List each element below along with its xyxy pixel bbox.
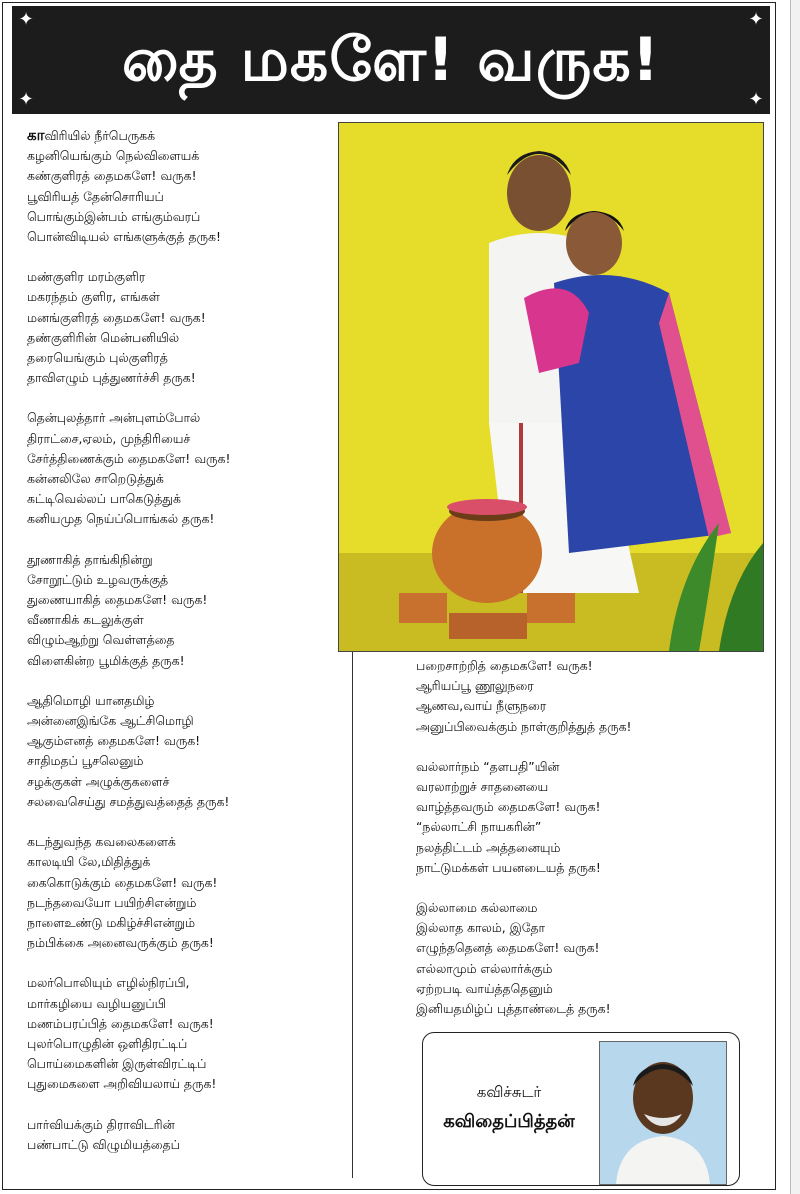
- poem-line: சோறூட்டும் உழவருக்குத்: [27, 571, 169, 587]
- poem-line: சேர்த்திணைக்கும் தைமகளே! வருக!: [27, 450, 231, 466]
- poem-line: அனுப்பிவைக்கும் நாள்குறித்துத் தருக!: [416, 718, 632, 734]
- poem-line: துணையாகித் தைமகளே! வருக!: [27, 592, 208, 608]
- poem-line: விழும்ஆற்று வெள்ளத்தை: [27, 632, 175, 648]
- poem-line: பூவிரியத் தேன்சொரியப்: [27, 188, 164, 204]
- drop-cap: கா: [27, 126, 45, 144]
- ornament-icon: ✦: [748, 89, 764, 110]
- poem-line: ஆகும்எனத் தைமகளே! வருக!: [27, 733, 201, 749]
- poem-line: தரையெங்கும் புல்குளிரத்: [27, 350, 168, 366]
- poem-line: ஆணவ,வாய் நீளுநரை: [416, 698, 547, 714]
- poem-line: வரலாற்றுச் சாதனையை: [416, 779, 549, 795]
- poem-line: இல்லாத காலம், இதோ: [416, 920, 546, 936]
- poem-line: வல்லார்நம் “தளபதி”யின்: [416, 758, 560, 774]
- stanza: [416, 757, 632, 878]
- stanza: [27, 550, 230, 671]
- left-column: [27, 125, 230, 1175]
- ornament-icon: ✦: [748, 9, 764, 30]
- ornament-icon: ✦: [18, 89, 34, 110]
- poem-line: பொங்கும்இன்பம் எங்கும்வரப்: [27, 208, 201, 224]
- poem-line: கடந்துவந்த கவலைகளைக்: [27, 834, 176, 850]
- poem-line: நாட்டுமக்கள் பயனடையத் தருக!: [416, 859, 601, 875]
- poem-line: தாவிஎழும் புத்துணர்ச்சி தருக!: [27, 370, 196, 386]
- poem-line: சாதிமதப் பூசலெனும்: [27, 753, 144, 769]
- column-divider: [352, 652, 353, 1178]
- stanza: [27, 691, 230, 812]
- poem-line: ஏற்றபடி வாய்த்ததெனும்: [416, 980, 553, 996]
- poem-line: காலடியி லே,மிதித்துக்: [27, 854, 151, 870]
- poet-name: கவிதைப்பித்தன்: [443, 1111, 575, 1132]
- photo-pongal-celebration: [338, 122, 764, 652]
- poem-line: திராட்சை,ஏலம், முந்திரியைச்: [27, 430, 191, 446]
- poet-photo: [599, 1041, 727, 1185]
- poem-line: மண்குளிர மரம்குளிர: [27, 269, 146, 285]
- poem-title: தை மகளே! வருக!: [121, 25, 661, 95]
- stanza: [27, 832, 230, 953]
- poem-line: புலர்பொழுதின் ஒளிதிரட்டிப்: [27, 1035, 188, 1051]
- poem-line: பார்வியக்கும் திராவிடரின்: [27, 1116, 175, 1132]
- poem-line: மனங்குளிரத் தைமகளே! வருக!: [27, 309, 206, 325]
- poem-line: வீணாகிக் கடலுக்குள்: [27, 612, 144, 628]
- stanza: [416, 898, 632, 1019]
- stanza: [27, 973, 230, 1094]
- poem-line: சழக்குகள் அழுக்குகளைச்: [27, 773, 170, 789]
- poem-line: நாளைஉண்டு மகிழ்ச்சிஎன்றும்: [27, 914, 196, 930]
- poem-line: கைகொடுக்கும் தைமகளே! வருக!: [27, 874, 218, 890]
- poem-line: பொன்விடியல் எங்களுக்குத் தருக!: [27, 229, 221, 245]
- poem-line: நம்பிக்கை அனைவருக்கும் தருக!: [27, 935, 214, 951]
- poem-line: நடந்தவையோ பயிற்சிஎன்றும்: [27, 894, 197, 910]
- photo-illustration: [339, 123, 763, 651]
- poem-line: வாழ்த்தவரும் தைமகளே! வருக!: [416, 799, 601, 815]
- poem-line: எல்லாமும் எல்லார்க்கும்: [416, 960, 553, 976]
- poem-line: காவிரியில் நீர்பெருகக்: [27, 126, 156, 144]
- stanza: [27, 125, 230, 247]
- poem-line: புதுமைகளை அறிவியலாய் தருக!: [27, 1076, 217, 1092]
- poem-line: கட்டிவெல்லப் பாகெடுத்துக்: [27, 491, 181, 507]
- poem-line: கண்குளிரத் தைமகளே! வருக!: [27, 168, 197, 184]
- poet-title: கவிச்சுடர்: [476, 1083, 542, 1101]
- poem-line: கழனியெங்கும் நெல்விளையக்: [27, 148, 200, 164]
- title-banner: [12, 6, 770, 114]
- poem-line: மலர்பொலியும் எழில்நிரப்பி,: [27, 975, 190, 991]
- poem-line: எழுந்ததெனத் தைமகளே! வருக!: [416, 940, 600, 956]
- poem-line: இல்லாமை கல்லாமை: [416, 900, 538, 916]
- poem-line: தென்புலத்தார் அன்புளம்போல்: [27, 410, 201, 426]
- poem-line: இனியதமிழ்ப் புத்தாண்டைத் தருக!: [416, 1001, 611, 1017]
- ornament-icon: ✦: [18, 9, 34, 30]
- poem-line: விளைகின்ற பூமிக்குத் தருக!: [27, 652, 185, 668]
- poem-line: மணம்பரப்பித் தைமகளே! வருக!: [27, 1015, 214, 1031]
- right-column: [416, 656, 632, 1039]
- poem-line: தண்குளிரின் மென்பனியில்: [27, 329, 180, 345]
- stanza: [416, 656, 632, 737]
- poem-line: அன்னைஇங்கே ஆட்சிமொழி: [27, 713, 194, 729]
- poem-line: பறைசாற்றித் தைமகளே! வருக!: [416, 658, 593, 673]
- adjacent-page-strip: [790, 0, 800, 1194]
- poem-line: “நல்லாட்சி நாயகரின்”: [416, 819, 542, 835]
- poet-portrait: [600, 1042, 726, 1184]
- poem-line: மார்கழியை வழியனுப்பி: [27, 995, 166, 1011]
- poet-signature-box: [422, 1032, 740, 1186]
- poem-line: தூணாகித் தாங்கிநின்று: [27, 551, 153, 567]
- stanza: [27, 408, 230, 529]
- poem-line: பண்பாட்டு விழுமியத்தைப்: [27, 1136, 180, 1152]
- poem-line: ஆதிமொழி யானதமிழ்: [27, 692, 155, 708]
- poem-line: நலத்திட்டம் அத்தனையும்: [416, 839, 561, 855]
- poem-line: மகரந்தம் குளிர, எங்கள்: [27, 289, 160, 305]
- poem-line: கன்னலிலே சாறெடுத்துக்: [27, 471, 164, 487]
- poem-line: பொய்மைகளின் இருள்விரட்டிப்: [27, 1056, 207, 1072]
- poem-line: ஆரியப்பூ ணூலுநரை: [416, 678, 534, 694]
- poem-line: கனியமுத நெய்ப்பொங்கல் தருக!: [27, 511, 215, 527]
- poem-line: சலவைசெய்து சமத்துவத்தைத் தருக!: [27, 793, 230, 809]
- stanza: [27, 267, 230, 388]
- stanza: [27, 1115, 230, 1155]
